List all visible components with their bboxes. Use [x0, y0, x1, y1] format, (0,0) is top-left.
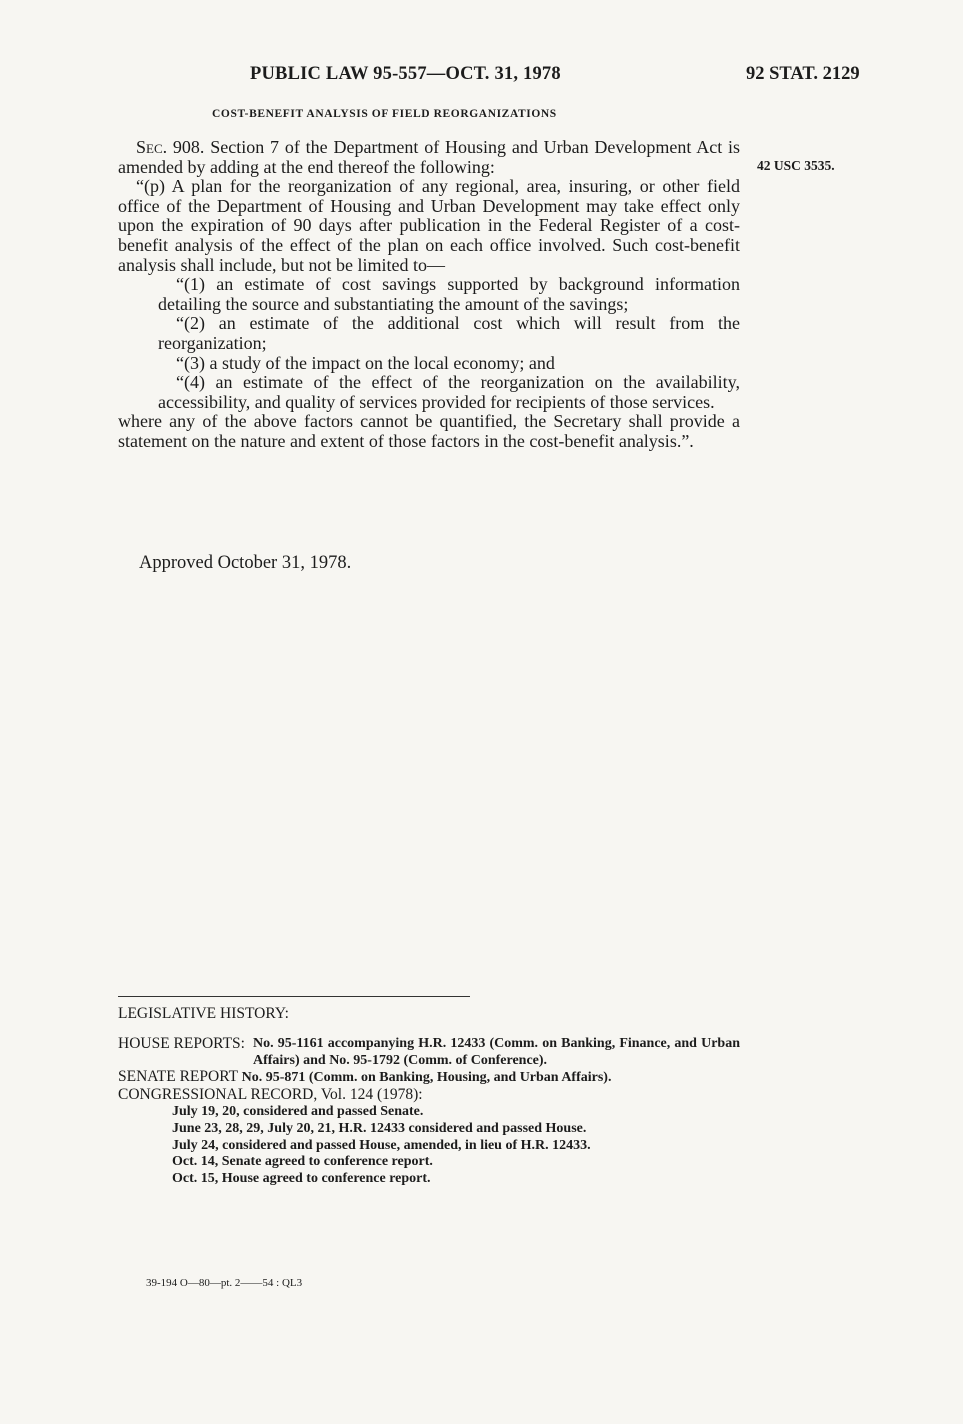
house-reports-text: No. 95-1161 accompanying H.R. 12433 (Comm. on Banking, Finance, and Urban Affairs) and No. 95-1792 (Comm. of Conference). — [252, 1036, 740, 1068]
section-body — [118, 138, 740, 452]
list-item-4: “(4) an estimate of the effect of the reorganization on the availability, accessibility, and quality of services provided for recipients of those services. — [158, 372, 740, 412]
list-item-3: “(3) a study of the impact on the local economy; and — [176, 352, 555, 373]
record-item: Oct. 15, House agreed to conference report. — [172, 1170, 431, 1186]
section-title: COST-BENEFIT ANALYSIS OF FIELD REORGANIZATIONS — [212, 108, 557, 120]
closing-paragraph: where any of the above factors cannot be quantified, the Secretary shall provide a statement on the nature and extent of those factors in the cost-benefit analysis.”. — [118, 411, 740, 451]
house-reports-label: HOUSE REPORTS: — [118, 1035, 245, 1052]
record-item: July 24, considered and passed House, amended, in lieu of H.R. 12433. — [172, 1137, 591, 1153]
list-item-2: “(2) an estimate of the additional cost which will result from the reorganization; — [158, 313, 740, 353]
approval-date: Approved October 31, 1978. — [139, 553, 352, 573]
footer-print-code: 39-194 O—80—pt. 2——54 : QL3 — [146, 1277, 303, 1289]
congressional-record-label: CONGRESSIONAL RECORD, Vol. 124 (1978): — [118, 1085, 423, 1103]
senate-report-text: No. 95-871 (Comm. on Banking, Housing, and Urban Affairs). — [241, 1070, 612, 1086]
list-item-1: “(1) an estimate of cost savings supported by background information detailing the source and substantiating the amount of the savings; — [158, 274, 740, 314]
congressional-record-list — [118, 1104, 740, 1187]
record-item: Oct. 14, Senate agreed to conference report. — [172, 1154, 433, 1170]
legislative-history-title: LEGISLATIVE HISTORY: — [118, 1005, 289, 1022]
senate-report — [118, 1069, 740, 1087]
divider-rule — [118, 996, 470, 997]
header-stat-citation: 92 STAT. 2129 — [746, 64, 860, 84]
margin-note-usc: 42 USC 3535. — [757, 158, 835, 173]
legislative-history — [118, 1036, 740, 1187]
record-item: June 23, 28, 29, July 20, 21, H.R. 12433 considered and passed House. — [172, 1120, 587, 1136]
congressional-record — [118, 1087, 740, 1105]
section-label: Sec. 908. — [136, 137, 205, 157]
senate-report-label: SENATE REPORT — [118, 1068, 239, 1086]
section-intro — [118, 138, 740, 177]
house-reports — [118, 1036, 740, 1069]
subsection-p: “(p) A plan for the reorganization of any regional, area, insuring, or other field office of the Department of Housing and Urban Development may take effect only upon the expiration of 90 days after publication in the Federal Register of a cost-benefit analysis of the effect of the plan on each office involved. Such cost-benefit analysis shall include, but not be limited to— — [118, 176, 740, 275]
section-intro-text: Section 7 of the Department of Housing and Urban Development Act is amended by adding at the end thereof the following: — [118, 137, 741, 177]
header-public-law: PUBLIC LAW 95-557—OCT. 31, 1978 — [250, 64, 561, 84]
record-item: July 19, 20, considered and passed Senate. — [172, 1104, 424, 1120]
